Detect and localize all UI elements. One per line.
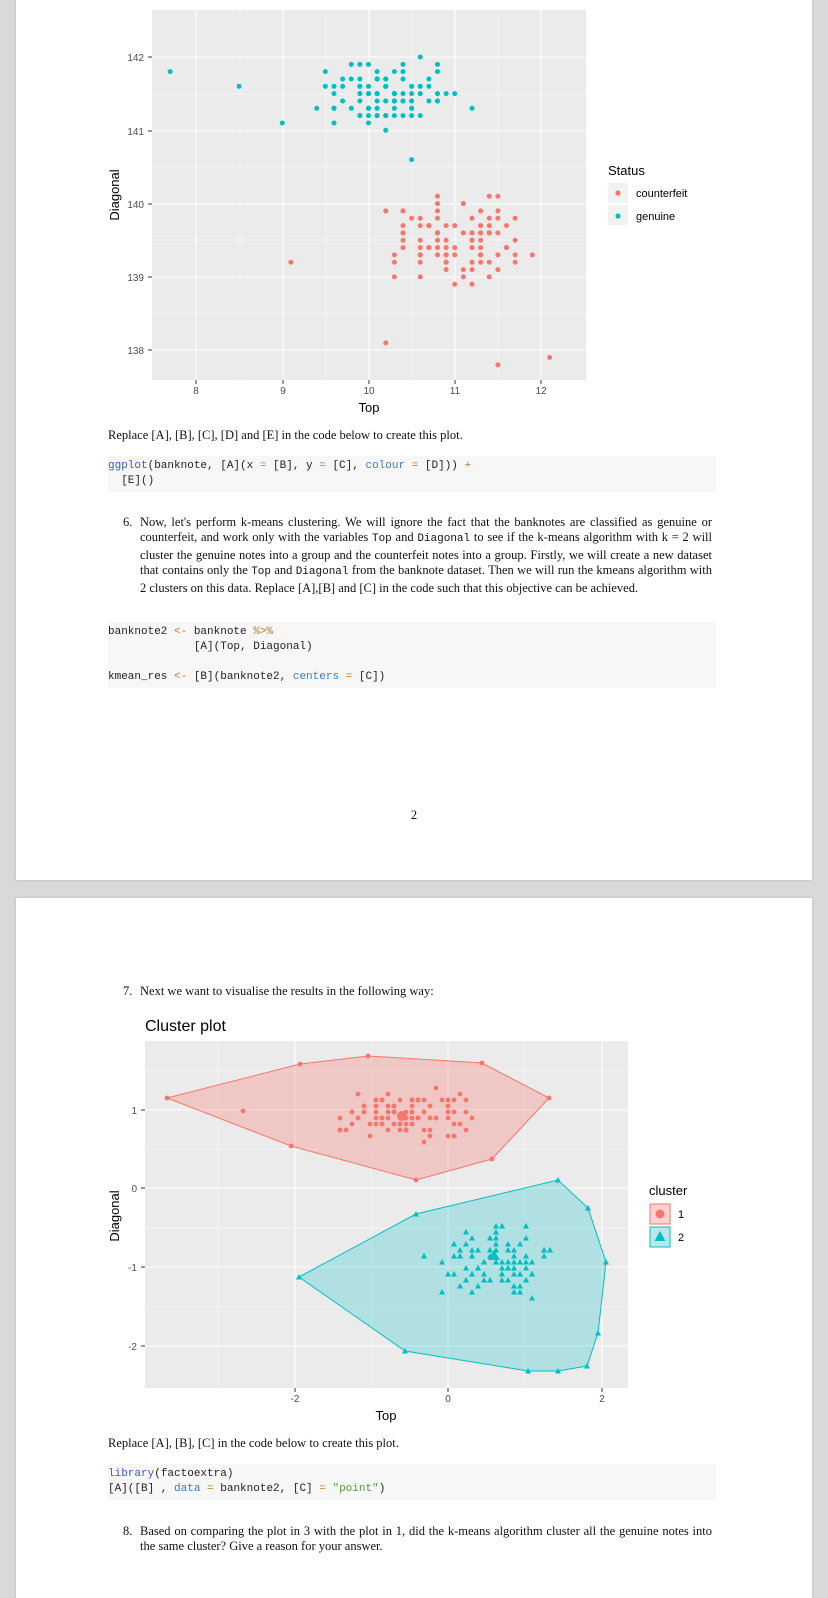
cluster-1-point <box>428 1116 433 1121</box>
cluster-1-point <box>414 1178 419 1183</box>
x-tick-label: 10 <box>363 386 375 397</box>
counterfeit-point <box>418 216 423 221</box>
cluster-1-point <box>362 1110 367 1115</box>
genuine-point <box>444 91 449 96</box>
genuine-point <box>392 69 397 74</box>
genuine-point <box>426 84 431 89</box>
genuine-point <box>383 128 388 133</box>
genuine-point <box>366 62 371 67</box>
cluster-1-point <box>446 1104 451 1109</box>
cluster-1-point <box>368 1122 373 1127</box>
cluster-1-point <box>422 1128 427 1133</box>
genuine-point <box>392 98 397 103</box>
cluster-1-point <box>416 1098 421 1103</box>
counterfeit-point <box>383 208 388 213</box>
counterfeit-point <box>513 260 518 265</box>
genuine-point <box>349 76 354 81</box>
cluster-1-point <box>386 1104 391 1109</box>
code-block-q5: ggplot(banknote, [A](x = [B], y = [C], colour = [D])) + [E]() <box>108 456 716 492</box>
document-page-1 <box>16 0 812 880</box>
cluster-1-point <box>356 1116 361 1121</box>
x-axis-label: Top <box>375 1408 397 1423</box>
cluster-1-point <box>404 1122 409 1127</box>
cluster-1-point <box>452 1134 457 1139</box>
genuine-point <box>332 91 337 96</box>
document-page-2 <box>16 898 812 1598</box>
genuine-point <box>237 84 242 89</box>
y-tick-label: 140 <box>127 200 144 211</box>
counterfeit-point <box>444 252 449 257</box>
page-number: 2 <box>410 808 418 822</box>
genuine-point <box>392 113 397 118</box>
genuine-point <box>409 157 414 162</box>
question-7: 7. Next we want to visualise the results in the following way: <box>123 984 434 998</box>
genuine-point <box>357 62 362 67</box>
cluster-1-point <box>446 1098 451 1103</box>
cluster-1-point <box>452 1110 457 1115</box>
counterfeit-point <box>435 238 440 243</box>
cluster-1-point <box>386 1128 391 1133</box>
q5-instruction: Replace [A], [B], [C], [D] and [E] in the code below to create this plot. <box>108 428 463 442</box>
chart-title: Cluster plot <box>145 1018 226 1035</box>
cluster-1-point <box>416 1116 421 1121</box>
genuine-point <box>366 106 371 111</box>
genuine-point <box>435 91 440 96</box>
cluster-1-point <box>452 1098 457 1103</box>
cluster-1-point <box>434 1086 439 1091</box>
cluster-1-point <box>428 1134 433 1139</box>
counterfeit-point <box>495 216 500 221</box>
x-tick-label: -2 <box>290 1394 300 1405</box>
genuine-point <box>168 69 173 74</box>
cluster-1-point <box>410 1110 415 1115</box>
cluster-1-point <box>362 1104 367 1109</box>
y-tick-label: 138 <box>127 346 144 357</box>
cluster-1-point <box>470 1116 475 1121</box>
counterfeit-point <box>392 260 397 265</box>
counterfeit-point <box>530 252 535 257</box>
counterfeit-point <box>392 252 397 257</box>
y-tick-label: 0 <box>131 1184 137 1195</box>
counterfeit-point <box>418 260 423 265</box>
genuine-point <box>401 113 406 118</box>
counterfeit-point <box>461 201 466 206</box>
counterfeit-point <box>409 216 414 221</box>
cluster-1-point <box>366 1054 371 1059</box>
cluster-1-point <box>422 1140 427 1145</box>
counterfeit-point <box>444 223 449 228</box>
cluster-1-point <box>464 1098 469 1103</box>
genuine-point <box>383 98 388 103</box>
genuine-point <box>401 98 406 103</box>
genuine-point <box>314 106 319 111</box>
x-axis-ticks <box>291 1394 606 1405</box>
code-fn: library <box>108 1468 155 1480</box>
genuine-point <box>357 113 362 118</box>
counterfeit-point <box>435 230 440 235</box>
cluster-1-point <box>458 1092 463 1097</box>
counterfeit-point <box>547 355 552 360</box>
legend-key-counterfeit <box>615 190 620 195</box>
cluster-1-point <box>374 1098 379 1103</box>
counterfeit-point <box>470 245 475 250</box>
question-8: 8. Based on comparing the plot in 3 with the plot in 1, did the k-means algorithm cluster all the genuine notes into the same cluster? Give a reason for your answer. <box>123 1524 712 1554</box>
counterfeit-point <box>495 208 500 213</box>
counterfeit-point <box>435 194 440 199</box>
genuine-point <box>340 98 345 103</box>
genuine-point <box>409 84 414 89</box>
cluster-1-point <box>422 1110 427 1115</box>
genuine-point <box>401 91 406 96</box>
genuine-point <box>401 69 406 74</box>
y-tick-label: 139 <box>127 273 144 284</box>
counterfeit-point <box>470 267 475 272</box>
x-tick-label: 0 <box>445 1394 451 1405</box>
cluster-1-point <box>374 1110 379 1115</box>
x-tick-label: 11 <box>449 386 461 397</box>
genuine-point <box>409 113 414 118</box>
counterfeit-point <box>495 267 500 272</box>
counterfeit-point <box>461 274 466 279</box>
genuine-point <box>332 84 337 89</box>
genuine-point <box>366 91 371 96</box>
genuine-point <box>409 98 414 103</box>
cluster-1-point <box>428 1104 433 1109</box>
genuine-point <box>401 76 406 81</box>
cluster-1-point <box>422 1098 427 1103</box>
counterfeit-point <box>452 223 457 228</box>
genuine-point <box>375 76 380 81</box>
question-6: 6. Now, let's perform k-means clustering. We will ignore the fact that the banknotes are classified as genuine or counterfeit, and work only with the variables Top and Diagonal to see if the k-means algorithm with k = 2 will cluster the genuine notes into a group and the counterfeit notes into a group. Firstly, we will create a new dataset that contains only the Top and Diagonal from the banknote dataset. Then we will run the kmeans algorithm with 2 clusters on this data. Replace [A],[B] and [C] in the code such that this objective can be achieved. <box>123 515 712 595</box>
code-block-q7: library(factoextra) [A]([B] , data = banknote2, [C] = "point") <box>108 1464 716 1500</box>
counterfeit-point <box>435 216 440 221</box>
genuine-point <box>349 62 354 67</box>
counterfeit-point <box>426 223 431 228</box>
x-tick-label: 8 <box>193 386 199 397</box>
genuine-point <box>409 91 414 96</box>
genuine-point <box>470 106 475 111</box>
cluster-1-point <box>350 1122 355 1127</box>
question-number: 6. <box>123 515 133 529</box>
scatter-plot-status <box>16 0 812 430</box>
cluster-1-point <box>344 1128 349 1133</box>
cluster-1-point <box>398 1098 403 1103</box>
counterfeit-point <box>470 282 475 287</box>
counterfeit-point <box>470 216 475 221</box>
genuine-point <box>435 62 440 67</box>
counterfeit-point <box>504 245 509 250</box>
cluster-1-point <box>392 1110 397 1115</box>
cluster-1-point <box>446 1110 451 1115</box>
counterfeit-point <box>418 274 423 279</box>
counterfeit-point <box>418 245 423 250</box>
counterfeit-point <box>495 252 500 257</box>
genuine-point <box>323 84 328 89</box>
cluster-1-point <box>386 1116 391 1121</box>
y-axis-label: Diagonal <box>107 169 122 221</box>
cluster-1-point <box>350 1110 355 1115</box>
counterfeit-point <box>470 260 475 265</box>
genuine-point <box>401 62 406 67</box>
genuine-point <box>280 120 285 125</box>
counterfeit-point <box>444 245 449 250</box>
counterfeit-point <box>392 274 397 279</box>
counterfeit-point <box>418 238 423 243</box>
genuine-point <box>435 98 440 103</box>
cluster-1-point <box>338 1116 343 1121</box>
counterfeit-point <box>435 201 440 206</box>
question-number: 7. <box>123 984 133 998</box>
counterfeit-point <box>513 252 518 257</box>
cluster-1-point <box>289 1144 294 1149</box>
counterfeit-point <box>478 260 483 265</box>
cluster-1-point <box>374 1122 379 1127</box>
legend <box>608 163 687 225</box>
counterfeit-point <box>495 230 500 235</box>
counterfeit-point <box>452 252 457 257</box>
counterfeit-point <box>478 252 483 257</box>
cluster-1-point <box>398 1128 403 1133</box>
counterfeit-point <box>418 223 423 228</box>
counterfeit-point <box>504 223 509 228</box>
legend-label-counterfeit: counterfeit <box>636 188 688 200</box>
genuine-point <box>366 113 371 118</box>
y-axis-label: Diagonal <box>107 1190 122 1242</box>
cluster-1-center <box>397 1111 407 1121</box>
counterfeit-point <box>452 282 457 287</box>
cluster-1-point <box>464 1110 469 1115</box>
legend <box>649 1183 688 1247</box>
genuine-point <box>366 84 371 89</box>
cluster-1-point <box>446 1116 451 1121</box>
genuine-point <box>340 76 345 81</box>
counterfeit-point <box>461 267 466 272</box>
counterfeit-point <box>288 260 293 265</box>
legend-title: Status <box>608 163 645 178</box>
counterfeit-point <box>513 238 518 243</box>
x-tick-label: 9 <box>280 386 286 397</box>
y-axis-ticks <box>128 1106 137 1353</box>
question-number: 8. <box>123 1524 133 1538</box>
counterfeit-point <box>452 245 457 250</box>
genuine-point <box>418 55 423 60</box>
counterfeit-point <box>487 260 492 265</box>
cluster-1-point <box>410 1104 415 1109</box>
cluster-1-point <box>298 1062 303 1067</box>
q7-instruction: Replace [A], [B], [C] in the code below to create this plot. <box>108 1436 399 1450</box>
counterfeit-point <box>478 245 483 250</box>
genuine-point <box>383 76 388 81</box>
genuine-point <box>435 69 440 74</box>
cluster-1-point <box>410 1116 415 1121</box>
genuine-point <box>349 106 354 111</box>
cluster-1-point <box>380 1122 385 1127</box>
cluster-1-point <box>374 1116 379 1121</box>
legend-label-1: 1 <box>678 1209 685 1221</box>
y-tick-label: -2 <box>128 1342 137 1353</box>
cluster-1-point <box>464 1128 469 1133</box>
x-tick-label: 12 <box>535 386 547 397</box>
counterfeit-point <box>435 245 440 250</box>
y-tick-label: 141 <box>127 127 144 138</box>
cluster-1-point <box>386 1110 391 1115</box>
counterfeit-point <box>401 238 406 243</box>
counterfeit-point <box>444 267 449 272</box>
counterfeit-point <box>401 245 406 250</box>
cluster-1-point <box>410 1098 415 1103</box>
y-axis-ticks <box>127 53 144 357</box>
y-tick-label: 142 <box>127 53 144 64</box>
genuine-point <box>452 91 457 96</box>
counterfeit-point <box>478 230 483 235</box>
cluster-plot <box>16 998 812 1538</box>
genuine-point <box>392 91 397 96</box>
genuine-point <box>383 113 388 118</box>
genuine-point <box>409 106 414 111</box>
counterfeit-point <box>426 245 431 250</box>
y-tick-label: 1 <box>131 1106 137 1117</box>
legend-label-2: 2 <box>678 1232 685 1244</box>
counterfeit-point <box>478 238 483 243</box>
counterfeit-point <box>487 274 492 279</box>
legend-key-1-point <box>656 1210 665 1219</box>
cluster-1-point <box>368 1134 373 1139</box>
genuine-point <box>366 120 371 125</box>
cluster-1-point <box>404 1128 409 1133</box>
genuine-point <box>340 84 345 89</box>
cluster-1-point <box>392 1122 397 1127</box>
counterfeit-point <box>487 223 492 228</box>
counterfeit-point <box>401 230 406 235</box>
cluster-1-point <box>428 1128 433 1133</box>
genuine-point <box>418 84 423 89</box>
genuine-point <box>392 106 397 111</box>
cluster-1-point <box>338 1128 343 1133</box>
cluster-1-point <box>490 1157 495 1162</box>
cluster-1-point <box>452 1122 457 1127</box>
y-tick-label: -1 <box>128 1263 137 1274</box>
counterfeit-point <box>444 238 449 243</box>
cluster-1-point <box>398 1122 403 1127</box>
genuine-point <box>375 69 380 74</box>
cluster-1-point <box>446 1134 451 1139</box>
legend-title: cluster <box>649 1183 688 1198</box>
genuine-point <box>426 76 431 81</box>
legend-label-genuine: genuine <box>636 211 676 223</box>
genuine-point <box>332 106 337 111</box>
legend-key-genuine <box>615 213 620 218</box>
genuine-point <box>418 91 423 96</box>
counterfeit-point <box>470 230 475 235</box>
genuine-point <box>357 76 362 81</box>
counterfeit-point <box>461 230 466 235</box>
x-axis-label: Top <box>358 400 380 415</box>
genuine-point <box>383 84 388 89</box>
genuine-point <box>418 113 423 118</box>
genuine-point <box>323 69 328 74</box>
genuine-point <box>357 84 362 89</box>
genuine-point <box>375 113 380 118</box>
genuine-point <box>375 98 380 103</box>
counterfeit-point <box>487 194 492 199</box>
x-axis-ticks <box>193 386 547 397</box>
cluster-1-point <box>458 1122 463 1127</box>
counterfeit-point <box>495 362 500 367</box>
genuine-point <box>375 91 380 96</box>
counterfeit-point <box>470 238 475 243</box>
cluster-1-point <box>380 1116 385 1121</box>
counterfeit-point <box>435 208 440 213</box>
genuine-point <box>357 91 362 96</box>
cluster-1-point <box>241 1109 246 1114</box>
cluster-1-point <box>410 1122 415 1127</box>
cluster-1-point <box>440 1098 445 1103</box>
cluster-1-point <box>547 1096 552 1101</box>
cluster-1-point <box>434 1116 439 1121</box>
counterfeit-point <box>418 252 423 257</box>
genuine-point <box>426 98 431 103</box>
x-tick-label: 2 <box>599 1394 605 1405</box>
counterfeit-point <box>383 340 388 345</box>
genuine-point <box>375 106 380 111</box>
counterfeit-point <box>487 216 492 221</box>
counterfeit-point <box>401 208 406 213</box>
cluster-1-point <box>165 1096 170 1101</box>
code-block-q6: banknote2 <- banknote %>% [A](Top, Diagonal) kmean_res <- [B](banknote2, centers = [C]) <box>108 622 716 688</box>
counterfeit-point <box>478 208 483 213</box>
cluster-1-point <box>480 1061 485 1066</box>
counterfeit-point <box>478 223 483 228</box>
counterfeit-point <box>495 194 500 199</box>
counterfeit-point <box>444 260 449 265</box>
cluster-1-point <box>380 1098 385 1103</box>
cluster-1-point <box>356 1092 361 1097</box>
cluster-1-point <box>386 1092 391 1097</box>
cluster-1-point <box>374 1104 379 1109</box>
counterfeit-point <box>435 252 440 257</box>
cluster-1-point <box>392 1104 397 1109</box>
counterfeit-point <box>487 230 492 235</box>
genuine-point <box>332 120 337 125</box>
counterfeit-point <box>513 216 518 221</box>
genuine-point <box>357 98 362 103</box>
counterfeit-point <box>401 223 406 228</box>
code-fn: ggplot <box>108 460 148 472</box>
